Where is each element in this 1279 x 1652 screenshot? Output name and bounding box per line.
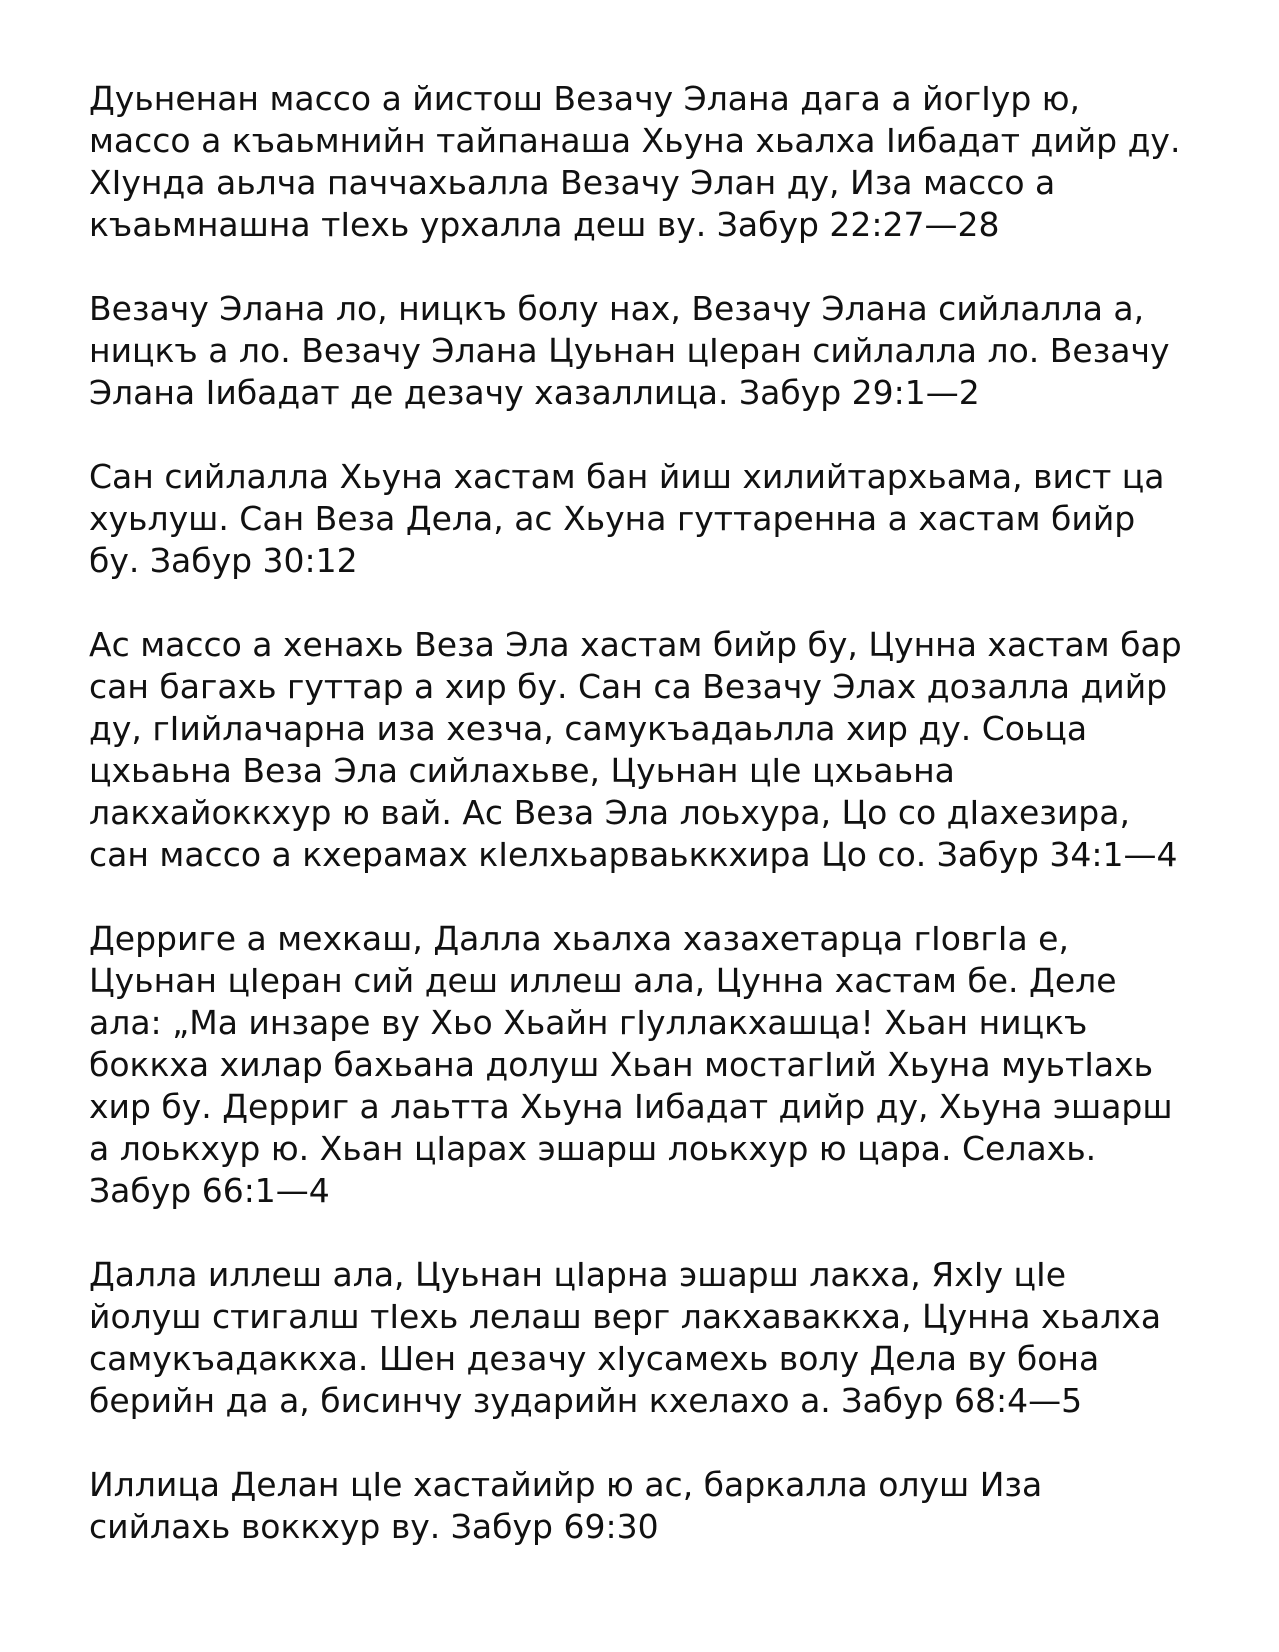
- text-line: Везачу Элана ло, ницкъ болу нах, Везачу Элана сийлалла а,: [89, 289, 1145, 328]
- text-line: Дуьненан массо а йистош Везачу Элана дага а йогӀур ю,: [89, 79, 1081, 118]
- paragraph-psalm-22: [89, 78, 1219, 246]
- text-line: Иллица Делан цӀе хастайийр ю ас, баркалла олуш Иза: [89, 1465, 1043, 1504]
- paragraph-psalm-29: [89, 288, 1219, 414]
- text-line: Элана Ӏибадат де дезачу хазаллица. Забур 29:1—2: [89, 373, 980, 412]
- paragraph-psalm-30: [89, 456, 1219, 582]
- text-line: массо а къаьмнийн тайпанаша Хьуна хьалха Ӏибадат дийр ду.: [89, 121, 1181, 160]
- text-line: ницкъ а ло. Везачу Элана Цуьнан цӀеран сийлалла ло. Везачу: [89, 331, 1170, 370]
- paragraph-psalm-68: [89, 1254, 1219, 1422]
- paragraph-psalm-34: [89, 624, 1219, 876]
- text-line: хуьлуш. Сан Веза Дела, ас Хьуна гуттаренна а хастам бийр: [89, 499, 1136, 538]
- paragraph-psalm-69: [89, 1464, 1219, 1548]
- text-line: бу. Забур 30:12: [89, 541, 358, 580]
- document-page: [89, 78, 1219, 1548]
- text-line: ду, гӀийлачарна иза хезча, самукъадаьлла хир ду. Соьца: [89, 709, 1088, 748]
- text-line: Забур 66:1—4: [89, 1171, 330, 1210]
- text-line: Дерриге а мехкаш, Далла хьалха хазахетарца гӀовгӀа е,: [89, 919, 1069, 958]
- text-line: сан багахь гуттар а хир бу. Сан са Везачу Элах дозалла дийр: [89, 667, 1168, 706]
- paragraph-psalm-66: [89, 918, 1219, 1212]
- text-line: Далла иллеш ала, Цуьнан цӀарна эшарш лакха, ЯхӀу цӀе: [89, 1255, 1066, 1294]
- text-line: йолуш стигалш тӀехь лелаш верг лакхаваккха, Цунна хьалха: [89, 1297, 1162, 1336]
- text-line: берийн да а, бисинчу зударийн кхелахо а. Забур 68:4—5: [89, 1381, 1083, 1420]
- text-line: а лоькхур ю. Хьан цӀарах эшарш лоькхур ю цара. Селахь.: [89, 1129, 1097, 1168]
- text-line: лакхайоккхур ю вай. Ас Веза Эла лоьхура, Цо со дӀахезира,: [89, 793, 1130, 832]
- text-line: ала: „Ма инзаре ву Хьо Хьайн гӀуллакхашца! Хьан ницкъ: [89, 1003, 1088, 1042]
- text-line: къаьмнашна тӀехь урхалла деш ву. Забур 22:27—28: [89, 205, 1000, 244]
- text-line: боккха хилар бахьана долуш Хьан мостагӀий Хьуна муьтӀахь: [89, 1045, 1154, 1084]
- text-line: сийлахь воккхур ву. Забур 69:30: [89, 1507, 659, 1546]
- text-line: сан массо а кхерамах кӀелхьарваьккхира Цо со. Забур 34:1—4: [89, 835, 1178, 874]
- text-line: Сан сийлалла Хьуна хастам бан йиш хилийтархьама, вист ца: [89, 457, 1165, 496]
- text-line: цхьаьна Веза Эла сийлахьве, Цуьнан цӀе цхьаьна: [89, 751, 955, 790]
- text-line: самукъадаккха. Шен дезачу хӀусамехь волу Дела ву бона: [89, 1339, 1100, 1378]
- text-line: хир бу. Дерриг а лаьтта Хьуна Ӏибадат дийр ду, Хьуна эшарш: [89, 1087, 1173, 1126]
- text-line: Цуьнан цӀеран сий деш иллеш ала, Цунна хастам бе. Деле: [89, 961, 1117, 1000]
- text-line: Ас массо а хенахь Веза Эла хастам бийр бу, Цунна хастам бар: [89, 625, 1182, 664]
- text-line: ХӀунда аьлча паччахьалла Везачу Элан ду, Иза массо а: [89, 163, 1056, 202]
